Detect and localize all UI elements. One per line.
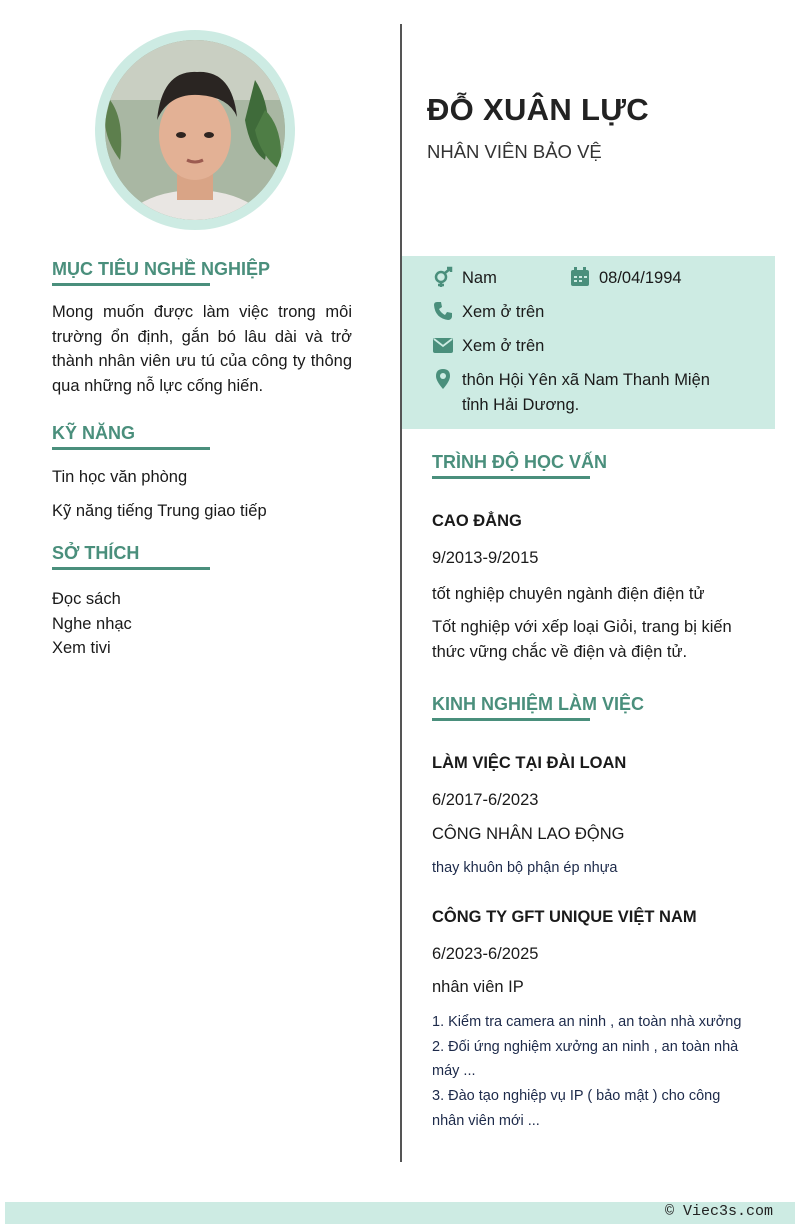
- hobbies-heading: SỞ THÍCH: [52, 543, 140, 563]
- skills-section: [52, 422, 352, 522]
- gender-value: Nam: [462, 269, 497, 287]
- job-detail: 1. Kiểm tra camera an ninh , an toàn nhà xưởng: [432, 1013, 742, 1030]
- location-icon: [432, 368, 454, 390]
- contact-panel: [402, 256, 775, 429]
- job-position: CÔNG NHÂN LAO ĐỘNG: [432, 824, 625, 843]
- hobbies-section: [52, 542, 352, 661]
- job-entry: [432, 754, 752, 881]
- birthdate-row: [569, 266, 682, 291]
- address-row: [432, 368, 752, 417]
- calendar-icon: [569, 266, 591, 288]
- job-period: 6/2023-6/2025: [432, 944, 539, 963]
- candidate-name: ĐỖ XUÂN LỰC: [427, 92, 649, 127]
- hobby-item: Nghe nhạc: [52, 614, 132, 633]
- hobby-item: Đọc sách: [52, 590, 121, 608]
- objective-text: Mong muốn được làm việc trong môi trường ổn định, gắn bó lâu dài và trở thành nhân viên ưu tú của công ty thông qua những nỗ lực cống hiến.: [52, 303, 352, 395]
- heading-underline: [52, 283, 210, 286]
- job-company: CÔNG TY GFT UNIQUE VIỆT NAM: [432, 907, 697, 926]
- job-detail: 3. Đào tạo nghiệp vụ IP ( bảo mật ) cho công nhân viên mới ...: [432, 1088, 721, 1129]
- gender-row: [432, 266, 497, 291]
- job-company: LÀM VIỆC TẠI ĐÀI LOAN: [432, 754, 627, 772]
- phone-value: Xem ở trên: [462, 303, 545, 321]
- education-section: [432, 451, 752, 664]
- avatar: [95, 30, 295, 230]
- job-entry: [432, 908, 752, 1134]
- experience-section: [432, 693, 752, 1134]
- education-level: CAO ĐẲNG: [432, 512, 522, 530]
- education-heading: TRÌNH ĐỘ HỌC VẤN: [432, 452, 607, 472]
- hobby-item: Xem tivi: [52, 639, 111, 657]
- experience-heading: KINH NGHIỆM LÀM VIỆC: [432, 694, 645, 714]
- footer-bar: [5, 1202, 795, 1224]
- profile-photo: [105, 40, 285, 220]
- footer-credit: © Viec3s.com: [664, 1203, 773, 1220]
- heading-underline: [52, 447, 210, 450]
- job-detail: thay khuôn bộ phận ép nhựa: [432, 860, 618, 876]
- job-detail: 2. Đối ứng nghiệm xưởng an ninh , an toàn nhà máy ...: [432, 1038, 739, 1080]
- objective-section: [52, 258, 352, 398]
- birthdate-value: 08/04/1994: [599, 269, 682, 287]
- skills-heading: KỸ NĂNG: [52, 423, 136, 443]
- objective-heading: MỤC TIÊU NGHỀ NGHIỆP: [52, 259, 271, 279]
- gender-icon: [432, 266, 454, 288]
- email-row: [432, 334, 544, 359]
- address-line-1: thôn Hội Yên xã Nam Thanh Miện: [462, 371, 710, 389]
- email-value: Xem ở trên: [462, 337, 545, 355]
- candidate-title: NHÂN VIÊN BẢO VỆ: [427, 141, 602, 162]
- email-icon: [432, 334, 454, 356]
- education-major: tốt nghiệp chuyên ngành điện điện tử: [432, 584, 705, 603]
- education-period: 9/2013-9/2015: [432, 549, 539, 567]
- column-divider: [400, 24, 402, 1162]
- education-description: Tốt nghiệp với xếp loại Giỏi, trang bị kiến thức vững chắc về điện và điện tử.: [432, 618, 732, 661]
- skill-item: Kỹ năng tiếng Trung giao tiếp: [52, 502, 267, 520]
- heading-underline: [432, 476, 590, 479]
- phone-row: [432, 300, 544, 325]
- skill-item: Tin học văn phòng: [52, 468, 188, 486]
- job-period: 6/2017-6/2023: [432, 791, 539, 809]
- heading-underline: [52, 567, 210, 570]
- job-position: nhân viên IP: [432, 978, 524, 997]
- phone-icon: [432, 300, 454, 322]
- address-line-2: tỉnh Hải Dương.: [462, 395, 580, 414]
- heading-underline: [432, 718, 590, 721]
